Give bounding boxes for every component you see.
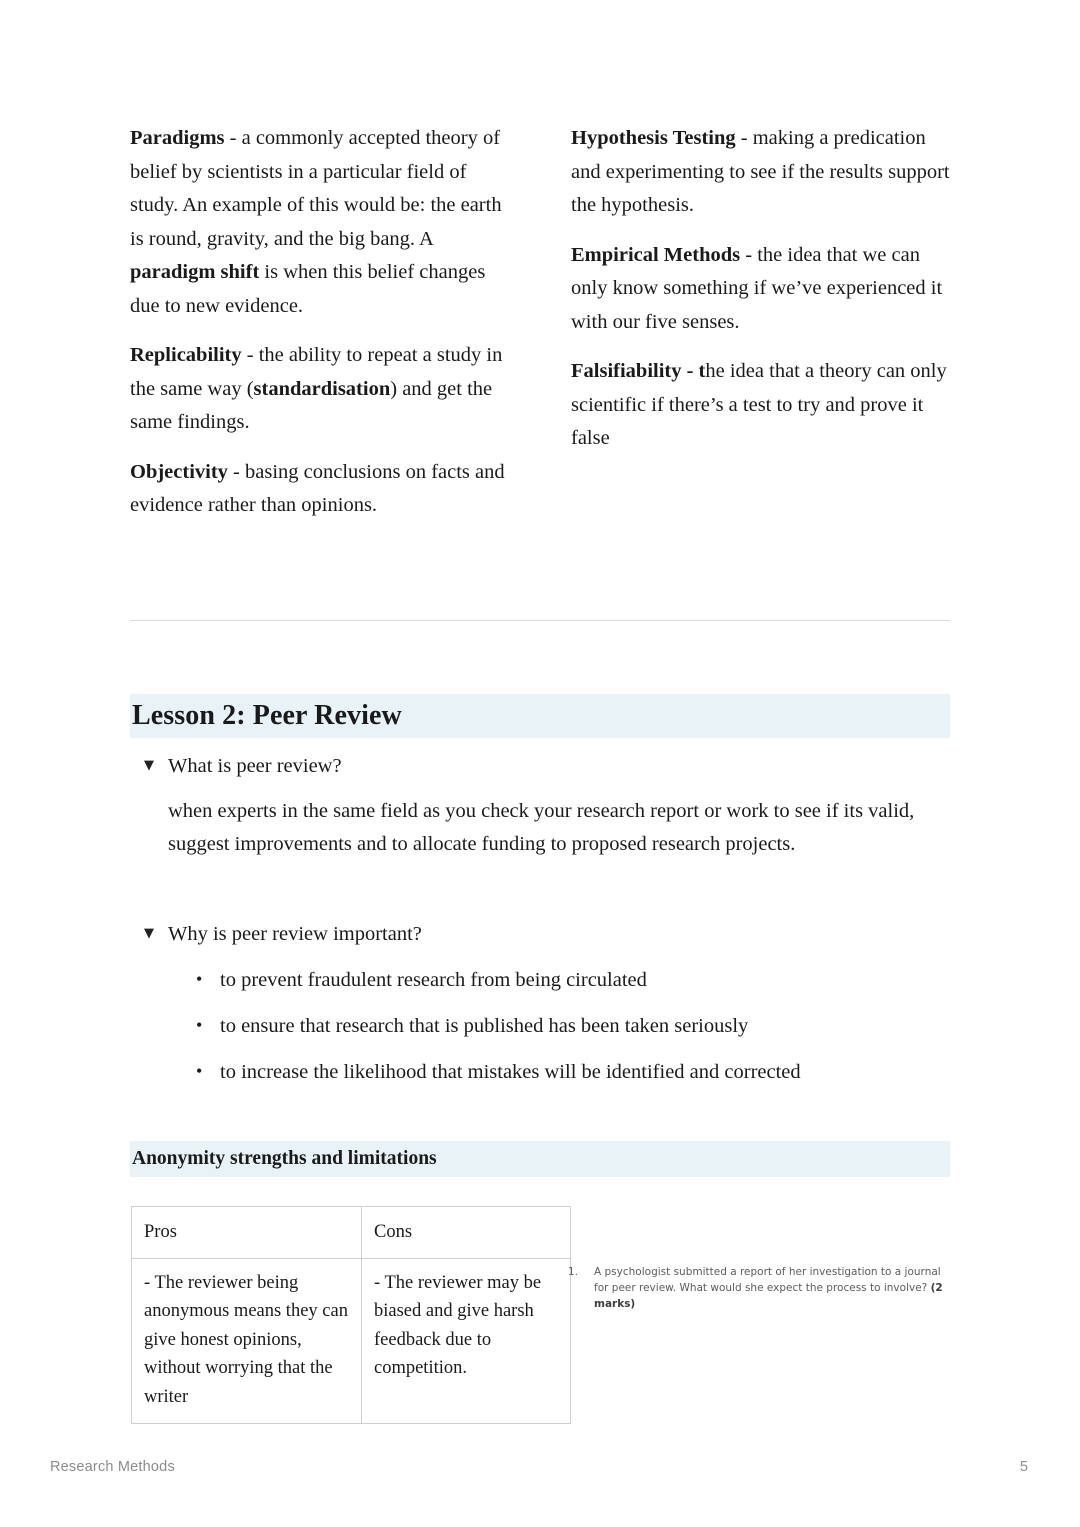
column-header-cons: Cons: [362, 1207, 571, 1259]
anonymity-heading: Anonymity strengths and limitations: [132, 1148, 437, 1169]
term-replicability: Replicability: [130, 344, 242, 366]
definition-body: a commonly accepted theory of belief by scientists in a particular field of study. An example of this would be: the earth is round, gravity, and the big bang. A: [130, 127, 502, 250]
list-item: • to increase the likelihood that mistakes will be identified and corrected: [196, 1058, 950, 1086]
toggle-header[interactable]: [144, 920, 950, 948]
exam-question-marks: (2 marks): [594, 1282, 943, 1310]
definition-objectivity: [130, 456, 509, 523]
definition-body: the ability to repeat a study in the same way (: [130, 344, 503, 400]
toggle-question: Why is peer review important?: [168, 923, 422, 945]
list-item: • to prevent fraudulent research from being circulated: [196, 966, 950, 994]
exam-question-text: A psychologist submitted a report of her investigation to a journal for peer review. What would she expect the process to involve?: [594, 1266, 941, 1294]
definition-falsifiability: [571, 355, 950, 456]
cell-pros: - The reviewer being anonymous means they can give honest opinions, without worrying that the writer: [132, 1258, 362, 1424]
exam-question-snippet: [568, 1264, 948, 1312]
anonymity-heading-banner: [130, 1141, 950, 1177]
toggle-bullet-list: [196, 966, 950, 1086]
term-paradigm-shift: paradigm shift: [130, 261, 260, 283]
toggle-why-is-peer-review-important[interactable]: [144, 920, 950, 1104]
definition-hypothesis-testing: [571, 122, 950, 223]
table-header-row: [132, 1207, 571, 1259]
definitions-left-column: [130, 122, 509, 523]
definition-body-2: is when this belief changes due to new evidence.: [130, 261, 486, 317]
footer-page-number: 5: [1019, 1459, 1028, 1475]
dash: -: [224, 127, 242, 149]
dash: -: [227, 460, 245, 483]
dash: - t: [681, 360, 706, 382]
exam-question-text-wrapper: [594, 1264, 948, 1312]
column-header-pros: Pros: [132, 1207, 362, 1259]
chevron-down-icon[interactable]: ▼: [144, 926, 154, 941]
term-empirical-methods: Empirical Methods: [571, 243, 741, 266]
dash: -: [740, 243, 758, 266]
definition-body: he idea that a theory can only scientific if there’s a test to try and prove it false: [571, 360, 947, 449]
definition-body: making a predication and experimenting to see if the results support the hypothesis.: [571, 127, 950, 216]
section-divider: [130, 620, 950, 621]
definition-body: basing conclusions on facts and evidence rather than opinions.: [130, 460, 505, 516]
exam-question-number: 1.: [568, 1266, 579, 1278]
term-hypothesis-testing: Hypothesis Testing: [571, 127, 736, 149]
two-column-layout: [130, 122, 950, 523]
table-row: [132, 1258, 571, 1424]
toggle-what-is-peer-review[interactable]: [144, 752, 950, 861]
definition-body: the idea that we can only know something if we’ve experienced it with our five senses.: [571, 243, 943, 333]
term-falsifiability: Falsifiability: [571, 360, 682, 382]
definition-body-2: ) and get the same findings.: [130, 377, 493, 433]
lesson-heading: Lesson 2: Peer Review: [132, 700, 402, 731]
term-objectivity: Objectivity: [130, 460, 228, 483]
definitions-section: [130, 122, 950, 523]
chevron-down-icon[interactable]: ▼: [144, 758, 154, 773]
definition-empirical-methods: [571, 239, 950, 340]
pros-cons-table: [131, 1206, 571, 1424]
cell-cons: - The reviewer may be biased and give harsh feedback due to competition.: [362, 1258, 571, 1424]
definition-replicability: [130, 339, 509, 440]
toggle-header[interactable]: [144, 752, 950, 780]
footer-document-title: Research Methods: [50, 1459, 175, 1475]
dash: -: [735, 127, 753, 149]
definitions-right-column: [571, 122, 950, 456]
toggle-question: What is peer review?: [168, 755, 342, 777]
lesson-heading-banner: [130, 694, 950, 738]
term-paradigms: Paradigms: [130, 127, 225, 149]
term-standardisation: standardisation: [253, 377, 391, 400]
list-item: • to ensure that research that is published has been taken seriously: [196, 1012, 950, 1040]
toggle-answer: when experts in the same field as you check your research report or work to see if its valid, suggest improvements and to allocate funding to proposed research projects.: [168, 800, 915, 855]
dash: -: [241, 344, 259, 366]
definition-paradigms: [130, 122, 509, 323]
